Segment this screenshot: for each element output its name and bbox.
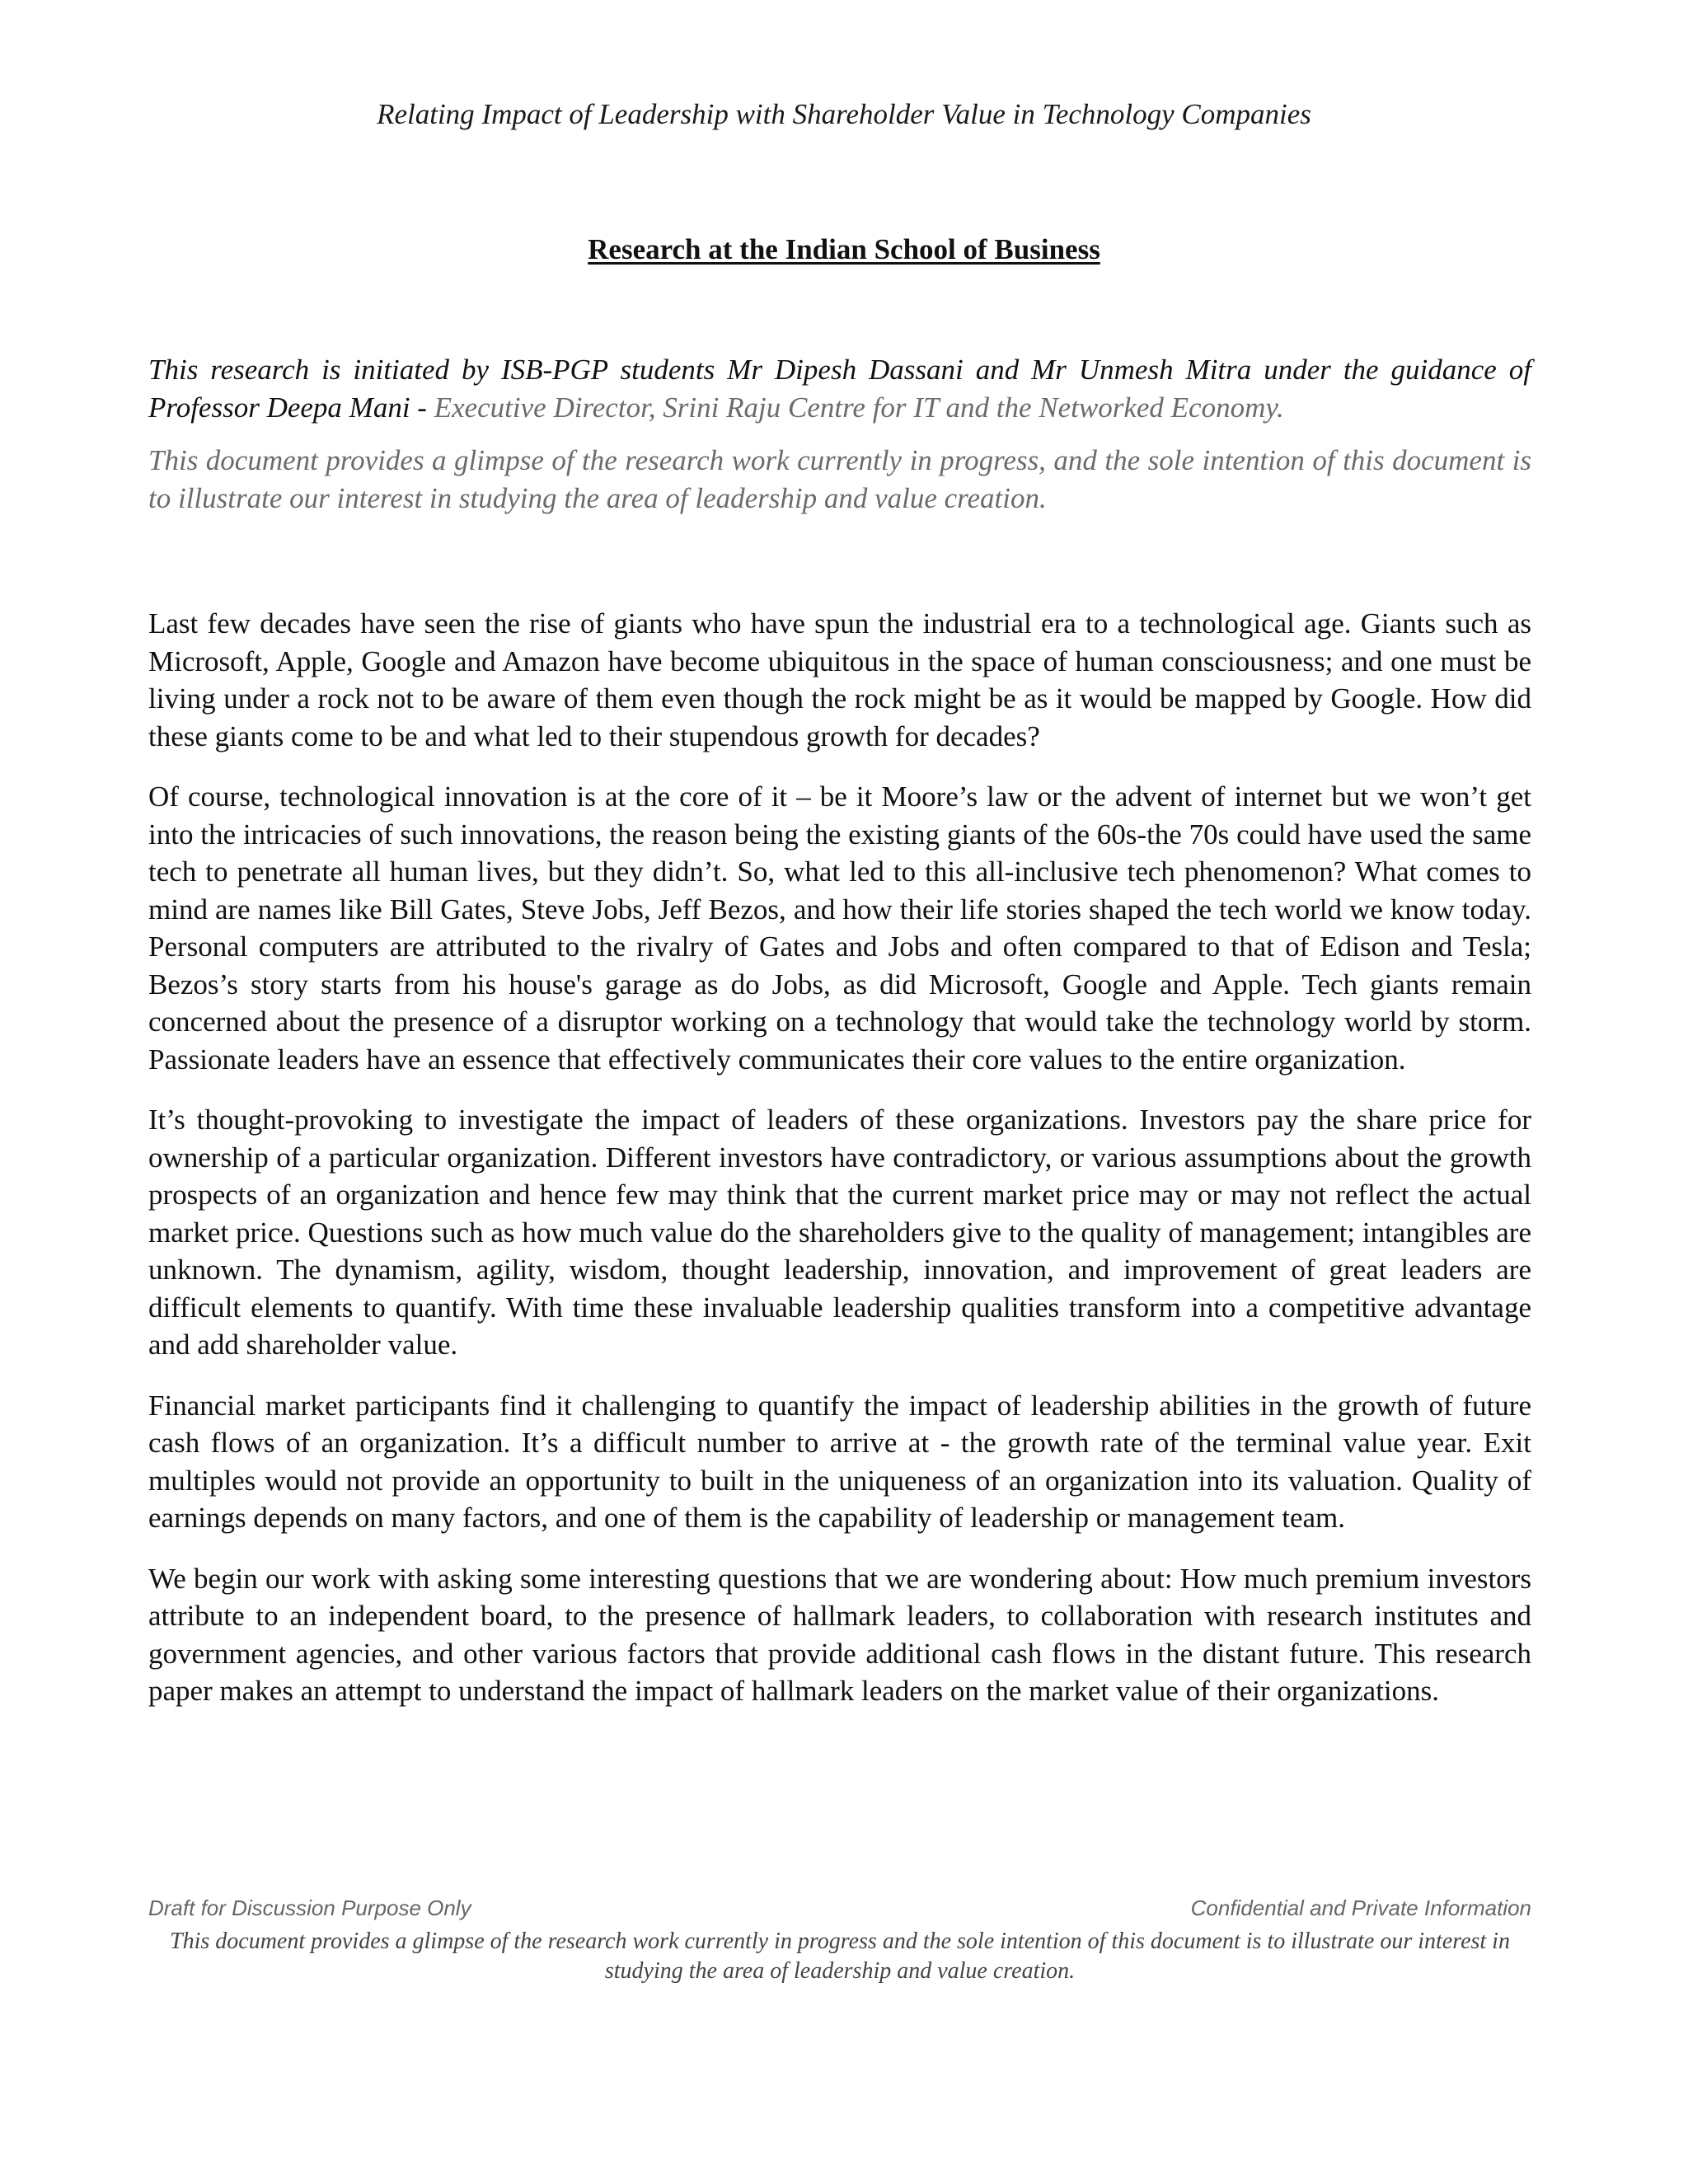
intro-paragraph-2: This document provides a glimpse of the research work currently in progress, and the sole intention of this document is to illustrate our interest in studying the area of leadership and value creation.	[148, 444, 1531, 514]
intro-block	[148, 351, 1531, 532]
intro-affiliation-text: Executive Director, Srini Raju Centre for IT and the Networked Economy.	[434, 391, 1284, 424]
body-paragraph-1: Last few decades have seen the rise of giants who have spun the industrial era to a technological age. Giants such as Microsoft, Apple, Google and Amazon have become ubiquitous in the space of human consciousness; and one must be living under a rock not to be aware of them even though the rock might be as it would be mapped by Google. How did these giants come to be and what led to their stupendous growth for decades?	[148, 607, 1531, 752]
body-text	[148, 605, 1531, 1733]
body-paragraph-5: We begin our work with asking some interesting questions that we are wondering about: How much premium investors attribute to an independent board, to the presence of hallmark leaders, to collaboration with research institutes and government agencies, and other various factors that provide additional cash flows in the distant future. This research paper makes an attempt to understand the impact of hallmark leaders on the market value of their organizations.	[148, 1562, 1531, 1707]
body-paragraph-2: Of course, technological innovation is at the core of it – be it Moore’s law or the advent of internet but we won’t get into the intricacies of such innovations, the reason being the existing giants of the 60s-the 70s could have used the same tech to penetrate all human lives, but they didn’t. So, what led to this all-inclusive tech phenomenon? What comes to mind are names like Bill Gates, Steve Jobs, Jeff Bezos, and how their life stories shaped the tech world we know today. Personal computers are attributed to the rivalry of Gates and Jobs and often compared to that of Edison and Tesla; Bezos’s story starts from his house's garage as do Jobs, as did Microsoft, Google and Apple. Tech giants remain concerned about the presence of a disruptor working on a technology that would take the technology world by storm. Passionate leaders have an essence that effectively communicates their core values to the entire organization.	[148, 780, 1531, 1076]
footer-disclaimer: This document provides a glimpse of the research work currently in progress and the sole intention of this document is to illustrate our interest in studying the area of leadership and value creation.	[170, 1929, 1510, 1984]
footer-confidential-label: Confidential and Private Information	[1190, 1896, 1531, 1920]
intro-lead-text: This research is initiated by ISB-PGP students Mr Dipesh Dassani and Mr Unmesh Mitra under the guidance of Professor Deepa Mani -	[148, 354, 1531, 424]
footer-draft-label: Draft for Discussion Purpose Only	[148, 1896, 471, 1920]
body-paragraph-3: It’s thought-provoking to investigate the impact of leaders of these organizations. Investors pay the share price for ownership of a particular organization. Different investors have contradictory, or various assumptions about the growth prospects of an organization and hence few may think that the current market price may or may not reflect the actual market price. Questions such as how much value do the shareholders give to the quality of management; intangibles are unknown. The dynamism, agility, wisdom, thought leadership, innovation, and improvement of great leaders are difficult elements to quantify. With time these invaluable leadership qualities transform into a competitive advantage and add shareholder value.	[148, 1104, 1531, 1361]
section-heading: Research at the Indian School of Business	[588, 233, 1100, 265]
running-title: Relating Impact of Leadership with Shareholder Value in Technology Companies	[377, 98, 1311, 130]
body-paragraph-4: Financial market participants find it challenging to quantify the impact of leadership abilities in the growth of future cash flows of an organization. It’s a difficult number to arrive at - the growth rate of the terminal value year. Exit multiples would not provide an opportunity to built in the uniqueness of an organization into its valuation. Quality of earnings depends on many factors, and one of them is the capability of leadership or management team.	[148, 1389, 1531, 1534]
intro-paragraph-1	[148, 351, 1531, 427]
